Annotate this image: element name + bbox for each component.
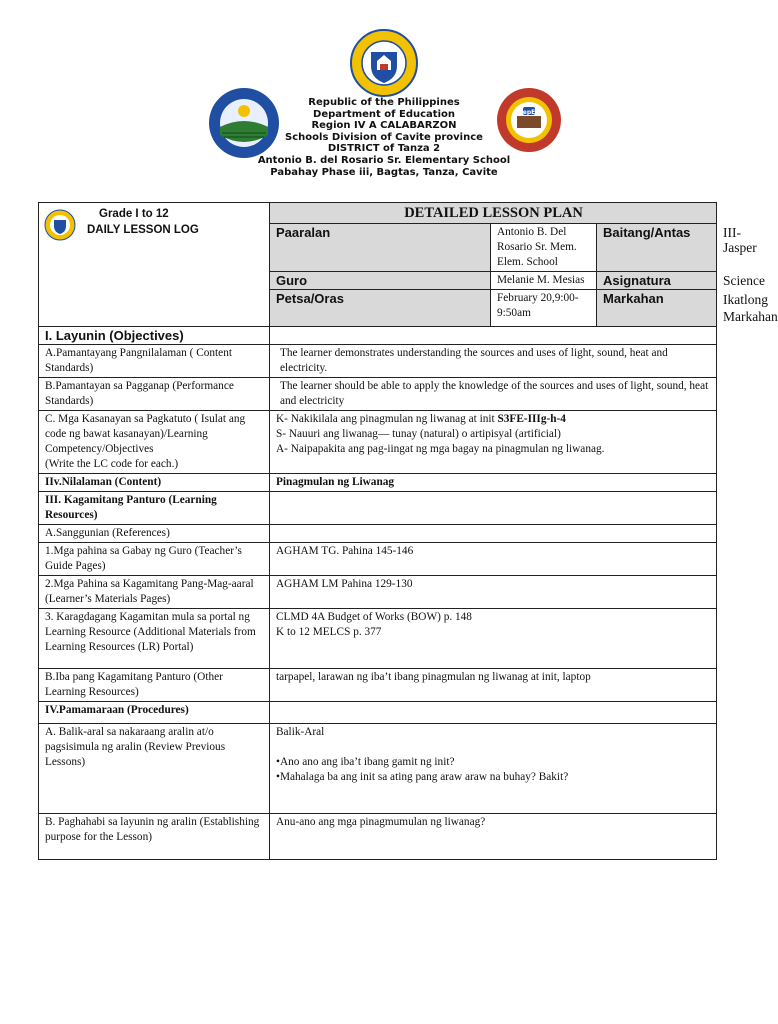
spacer bbox=[276, 740, 711, 755]
performance-standards-label: B.Pamantayan sa Pagganap (Performance Standards) bbox=[39, 378, 270, 411]
form-title: DETAILED LESSON PLAN bbox=[270, 203, 717, 224]
sanggunian-label: A.Sanggunian (References) bbox=[39, 525, 270, 543]
nilalaman-value: Pinagmulan ng Liwanag bbox=[270, 474, 717, 492]
header-line: DISTRICT of Tanza 2 bbox=[327, 143, 441, 155]
deped-seal-icon bbox=[349, 28, 419, 98]
teacher-guide-value: AGHAM TG. Pahina 145-146 bbox=[270, 543, 717, 576]
learner-materials-label: 2.Mga Pahina sa Kagamitang Pang-Mag-aaral (Learner’s Materials Pages) bbox=[39, 576, 270, 609]
empty-cell bbox=[270, 327, 717, 345]
content-standards-label: A.Pamantayang Pangnilalaman ( Content Standards) bbox=[39, 345, 270, 378]
competency-label-note: (Write the LC code for each.) bbox=[45, 458, 179, 470]
baitang-label: Baitang/Antas bbox=[597, 224, 717, 272]
dlp-label: DAILY LESSON LOG bbox=[87, 224, 199, 236]
svg-text:DepED: DepED bbox=[517, 109, 541, 116]
lc-code: S3FE-IIIg-h-4 bbox=[497, 413, 566, 425]
empty-cell bbox=[270, 702, 717, 724]
other-resources-label: B.Iba pang Kagamitang Panturo (Other Learning Resources) bbox=[39, 669, 270, 702]
layunin-heading: I. Layunin (Objectives) bbox=[39, 327, 270, 345]
letterhead bbox=[0, 0, 768, 190]
header-line: Department of Education bbox=[313, 108, 455, 120]
form-id-cell bbox=[39, 203, 270, 327]
markahan-label: Markahan bbox=[597, 290, 717, 327]
competency-label bbox=[39, 411, 270, 474]
purpose-label: B. Paghahabi sa layunin ng aralin (Establishing purpose for the Lesson) bbox=[39, 814, 270, 860]
kagamitan-heading: III. Kagamitang Panturo (Learning Resources) bbox=[39, 492, 270, 525]
guro-value: Melanie M. Mesias bbox=[491, 272, 597, 290]
competency-value bbox=[270, 411, 717, 474]
review-lessons-label: A. Balik-aral sa nakaraang aralin at/o pagsisimula ng aralin (Review Previous Lessons) bbox=[39, 724, 270, 814]
objective-a: A- Naipapakita ang pag-iingat ng mga bagay na pinagmulan ng liwanag. bbox=[276, 443, 605, 455]
other-resources-value: tarpapel, larawan ng iba’t ibang pinagmulan ng liwanag at init, laptop bbox=[270, 669, 717, 702]
review-question: •Mahalaga ba ang init sa ating pang araw araw na buhay? Bakit? bbox=[276, 771, 569, 783]
header-line: Pabahay Phase iii, Bagtas, Tanza, Cavite bbox=[270, 166, 498, 178]
content-standards-value: The learner demonstrates understanding the sources and uses of light, sound, heat and electricity. bbox=[270, 345, 717, 378]
lr-portal-value bbox=[270, 609, 717, 669]
grade-block bbox=[87, 206, 267, 238]
petsa-label: Petsa/Oras bbox=[270, 290, 491, 327]
learner-materials-value: AGHAM LM Pahina 129-130 bbox=[270, 576, 717, 609]
header-line: Antonio B. del Rosario Sr. Elementary School bbox=[257, 154, 511, 166]
grade-label: Grade I to 12 bbox=[99, 208, 169, 220]
objective-k bbox=[276, 412, 711, 427]
nilalaman-label: IIv.Nilalaman (Content) bbox=[39, 474, 270, 492]
review-title: Balik-Aral bbox=[276, 726, 325, 738]
asignatura-label: Asignatura bbox=[597, 272, 717, 290]
empty-cell bbox=[270, 492, 717, 525]
deped-logo-icon bbox=[44, 209, 76, 241]
objective-s: S- Nauuri ang liwanag— tunay (natural) o artipisyal (artificial) bbox=[276, 428, 561, 440]
objective-k-text: K- Nakikilala ang pinagmulan ng liwanag at init bbox=[276, 413, 498, 425]
lr-portal-line: K to 12 MELCS p. 377 bbox=[276, 626, 382, 638]
guro-label: Guro bbox=[270, 272, 491, 290]
header-line: Region IV A CALABARZON bbox=[311, 120, 457, 132]
header-line: Schools Division of Cavite province bbox=[285, 131, 483, 143]
pamamaraan-heading: IV.Pamamaraan (Procedures) bbox=[39, 702, 270, 724]
teacher-guide-label: 1.Mga pahina sa Gabay ng Guro (Teacher’s Guide Pages) bbox=[39, 543, 270, 576]
lesson-plan-table: Grade I to 12 DAILY LESSON LOG DETAILED LESSON PLAN Paaralan Antonio B. Del Rosario Sr. Mem. Elem. School Baitang/Antas III-Jasper Guro Melanie M. Mesias Asignatura Science Petsa/Oras February 20,9:00-9:50am Markahan Ikatlong Markahan I. Layunin (Objectives) A.Pamantayang Pangnilalaman ( Content Standards) The learner demonstrates understanding the sources and uses of light, sound, heat and electricity. B.Pamantayan sa Pagganap (Performance Standards) The learner should be able to apply the knowledge of the sources and uses of light, sound, heat and electricity C. Mga Kasanayan sa Pagkatuto ( Isulat ang code ng bawat kasanayan)/Learning Competency/Objectives (Write the LC code for each.) K- Nakikilala ang pinagmulan ng liwanag at init S3FE-IIIg-h-4 S- Nauuri ang liwanag— tunay (natural) o artipisyal (artificial) A- Naipapakita ang pag-iingat ng mga bagay na pinagmulan ng liwanag. IIv.Nilalaman (Content) Pinagmulan ng Liwanag III. Kagamitang Panturo (Learning Resources) A.Sanggunian (References) 1.Mga pahina sa Gabay ng Guro (Teacher’s Guide Pages) AGHAM TG. Pahina 145-146 2.Mga Pahina sa Kagamitang Pang-Mag-aaral (Learner’s Materials Pages) AGHAM LM Pahina 129-130 3. Karagdagang Kagamitan mula sa portal ng Learning Resource (Additional Materials from Learning Resources (LR) Portal) CLMD 4A Budget of Works (BOW) p. 148 K to 12 MELCS p. 377 B.Iba pang Kagamitang Panturo (Other Learning Resources) tarpapel, larawan ng iba’t ibang pinagmulan ng liwanag at init, laptop IV.Pamamaraan (Procedures) A. Balik-aral sa nakaraang aralin at/o pagsisimula ng aralin (Review Previous Lessons) Balik-Aral •Ano ano ang iba’t ibang gamit ng init? •Mahalaga ba ang init sa ating pang araw araw na buhay? Bakit? B. Paghahabi sa layunin ng aralin (Establishing purpose for the Lesson) Anu-ano ang mga pinagmumulan ng liwanag? bbox=[38, 202, 717, 860]
school-address-block bbox=[200, 97, 568, 178]
petsa-value: February 20,9:00-9:50am bbox=[491, 290, 597, 327]
review-question: •Ano ano ang iba’t ibang gamit ng init? bbox=[276, 756, 455, 768]
paaralan-label: Paaralan bbox=[270, 224, 491, 272]
review-lessons-value bbox=[270, 724, 717, 814]
competency-label-text: C. Mga Kasanayan sa Pagkatuto ( Isulat ang code ng bawat kasanayan)/Learning Competency/Objectives bbox=[45, 413, 246, 455]
performance-standards-value: The learner should be able to apply the knowledge of the sources and uses of light, sound, heat and electricity bbox=[270, 378, 717, 411]
purpose-value: Anu-ano ang mga pinagmumulan ng liwanag? bbox=[270, 814, 717, 860]
lr-portal-label: 3. Karagdagang Kagamitan mula sa portal ng Learning Resource (Additional Materials from Learning Resources (LR) Portal) bbox=[39, 609, 270, 669]
header-line: Republic of the Philippines bbox=[308, 97, 460, 108]
lr-portal-line: CLMD 4A Budget of Works (BOW) p. 148 bbox=[276, 611, 472, 623]
empty-cell bbox=[270, 525, 717, 543]
paaralan-value: Antonio B. Del Rosario Sr. Mem. Elem. School bbox=[491, 224, 597, 272]
